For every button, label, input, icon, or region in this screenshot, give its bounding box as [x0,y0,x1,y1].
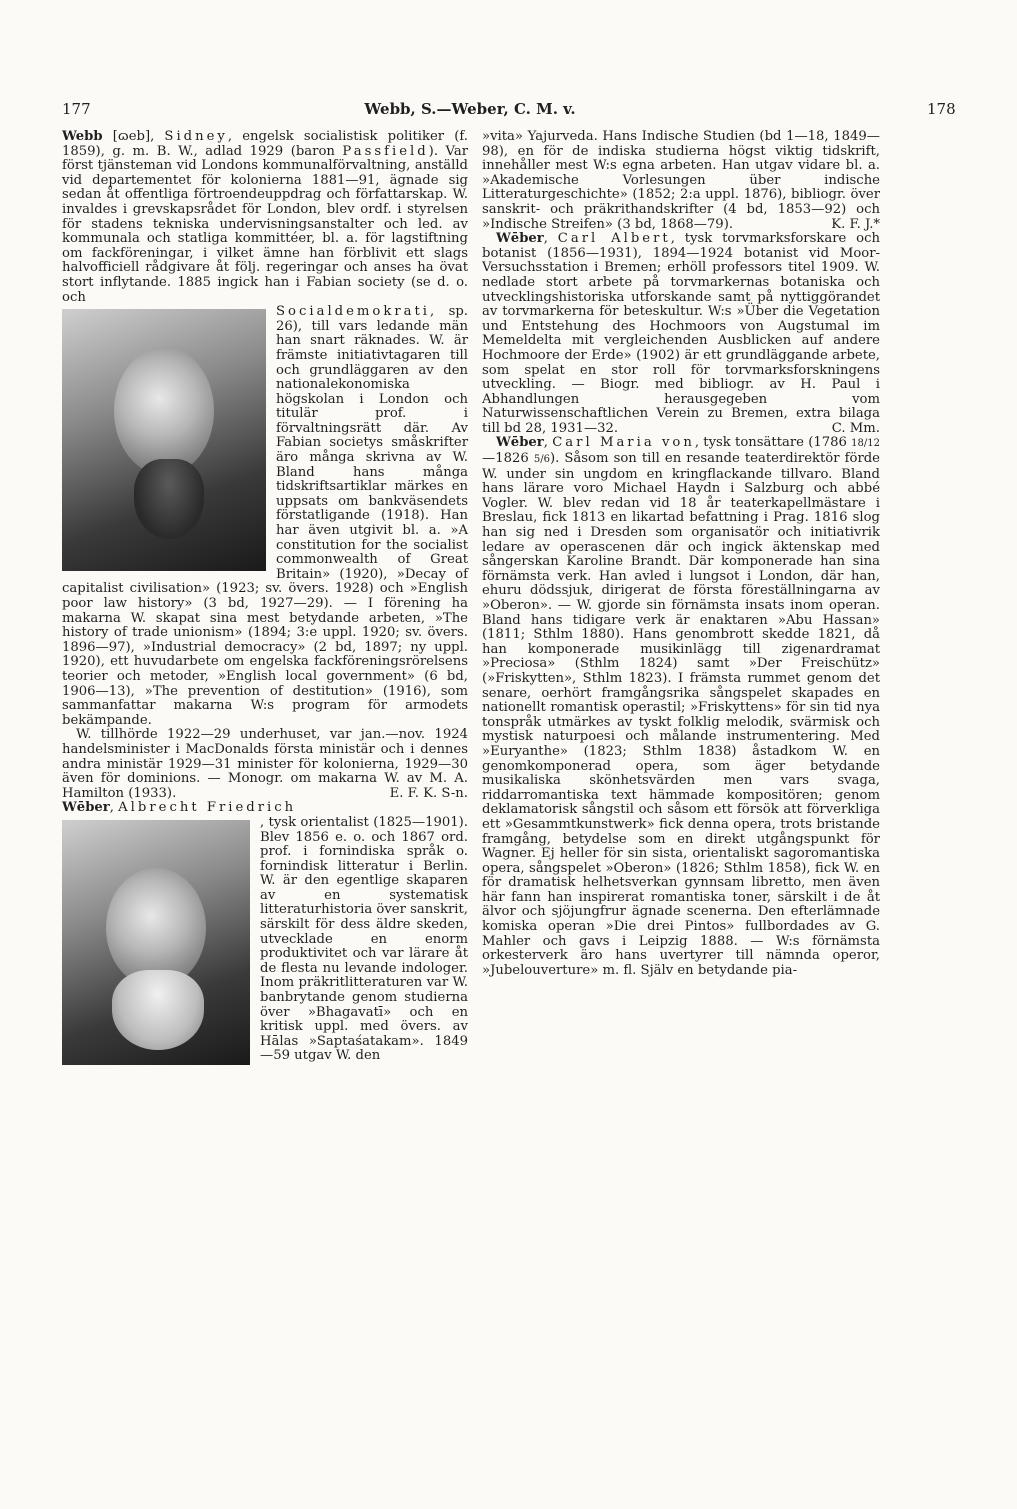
entry-headword: Webb [62,129,103,144]
entry-given-name: Carl Maria von [552,435,695,451]
right-column [482,130,880,978]
entry-weber-albrecht: Wēber, Albrecht Friedrich [62,800,297,816]
entry-headword: Wēber [496,231,544,247]
entry-given-name: Carl Albert [557,231,671,247]
entry-weber-carl-maria: Wēber, Carl Maria von, tysk tonsättare (1786 18/12—1826 5/6). Såsom son till en resande teaterdirektör förde W. under sin ungdom en kringflackande tillvaro. Bland hans lärare voro Michael Haydn i Salzburg och abbé Vogler. W. blev redan vid 18 år teaterkapellmästare i Breslau, fick 1813 en likartad befattning i Prag. 1816 slog han sig ned i Dresden som organisatör och initiativrik ledare av operascenen där och ingick äktenskap med sångerskan Karoline Brandt. Där komponerade han sina förnämsta verk. Han avled i lungsot i London, där han, ehuru dödssjuk, dirigerat de första föreställningarna av »Oberon». — W. gjorde sin förnämsta insats inom operan. Bland hans tidigare verk är enaktaren »Abu Hassan» (1811; Sthlm 1880). Hans genombrott skedde 1821, då han komponerade musikinlägg till zigenardramat »Preciosa» (Sthlm 1824) samt »Der Freischütz» (»Friskytten», Sthlm 1823). I främsta rummet genom det senare, oerhört framgångsrika sångspelet skapades en nationellt romantisk operastil; »Friskyttens» för sin tid nya tonspråk utmärkes av tyskt folklig melodik, svärmisk och mystisk naturpoesi och målande instrumentering. Med »Euryanthe» (1823; Sthlm 1838) åstadkom W. en genomkomponerad opera, som äger betydande musikaliska skönhetsvärden men vars svaga, riddarromantiska text hämmade kompositören; genom deklamatorisk sångstil och såsom ett försök att förverkliga ett »Gesammtkunstwerk» fick denna opera, trots bristande framgång, betydelse som en direkt utgångspunkt för Wagner. Ej heller för sin sista, orientaliskt sagoromantiska opera, sångspelet »Oberon» (1826; Sthlm 1858), fick W. en för dramatisk helhetsverkan gynnsam libretto, men även här fann han inspirerat romantiska toner, särskilt i de åt älvor och sjöjungfrur ägnade scenerna. Den efterlämnade komiska operan »Die drei Pintos» fullbordades av G. Mahler och gavs i Leipzig 1888. — W:s förnämsta orkesterverk äro hans uvertyrer till nämnda operor, »Jubelouverture» m. fl. Själv en betydande pia- [482,435,880,978]
portrait-face [114,347,214,475]
left-column: Webb [ɷeb], Sidney, engelsk socialistisk politiker (f. 1859), g. m. B. W., adlad 1929 (baron Passfield). Var först tjänsteman vid Londons kommunalförvaltning, anställd vid departementet för kolonierna 1881—91, ägnade sig sedan åt offentliga förtroendeuppdrag och författarskap. W. invaldes i grevskapsrådet för London, blev ordf. i styrelsen för stadens tekniska undervisningsanstalter och led. av kommunala och statliga kommittéer, bl. a. för lagstiftning om fackföreningar, i vilket ämne han förblivit ett slags halvofficiell rådgivare åt följ. regeringar och anses ha övat stort inflytande. 1885 ingick han i Fabian society (se d. o. och Socialdemokrati, sp. 26), till vars ledande män han snart räknades. W. är främste initiativtagaren till och grundläggaren av den nationalekonomiska högskolan i London och titulär prof. i förvaltningsrätt där. Av Fabian societys småskrifter äro många skrivna av W. Bland hans många tidskriftsartiklar märkes en uppsats om bankväsendets förstatligande (1918). Han har även utgivit bl. a. »A constitution for the socialist commonwealth of Great Britain» (1920), »Decay of capitalist civilisation» (1923; sv. övers. 1928) och »English poor law history» (3 bd, 1927—29). — I förening ha makarna W. skapat sina mest betydande arbeten, »The history of trade unionism» (1894; 3:e uppl. 1920; sv. övers. 1896—97), »Industrial democracy» (2 bd, 1897; ny uppl. 1920), ett huvudarbete om engelska fackföreningsrörelsens teorier och metoder, »English local government» (6 bd, 1906—13), »The prevention of destitution» (1916), som sammanfattar makarna W:s program för armodets bekämpande. W. tillhörde 1922—29 underhuset, var jan.—nov. 1924 handelsminister i MacDonalds första ministär och i dennes andra ministär 1929—31 minister för kolonierna, 1929—30 även för dominions. — Monogr. om makarna W. av M. A. Hamilton (1933). E. F. K. S-n. Wēber, Albrecht Friedrich , tysk orientalist (1825—1901). Blev 1856 e. o. och 1867 ord. prof. i fornindiska språk o. fornindisk litteratur i Berlin. W. är den egentlige skaparen av en systematisk litteraturhistoria över sanskrit, särskilt för dess äldre skeden, utvecklade en enorm produktivitet och var lärare åt de flesta nu levande indologer. Inom präkritlitteraturen var W. banbrytande genom studierna över »Bhagavatī» och en kritisk uppl. med övers. av Hālas »Saptaśatakam». 1849—59 utgav W. den [62,129,468,1064]
entry-weber-albrecht-cont: »vita» Yajurveda. Hans Indische Studien (bd 1—18, 1849—98), en för de indiska studierna högst viktig tidskrift, innehåller mest W:s egna arbeten. Han utgav vidare bl. a. »Akademische Vorlesungen über indische Litteraturgeschichte» (1852; 2:a uppl. 1876), bibliogr. över sanskrit- och präkrithandskrifter (4 bd, 1853—92) och »Indische Streifen» (3 bd, 1868—79). K. F. J.* [482,129,880,232]
entry-headword: Wēber [62,800,110,816]
portrait-beard [134,459,204,539]
portrait-weber-image [62,820,250,1065]
page-number-right: 178 [927,100,956,118]
entry-signature: C. Mm. [831,420,880,436]
portrait-webb-image [62,309,266,571]
entry-given-name: Albrecht Friedrich [118,800,297,816]
portrait-beard [112,970,204,1050]
entry-signature: E. F. K. S-n. [389,785,468,801]
entry-weber-carl-albert: Wēber, Carl Albert, tysk torvmarksforskare och botanist (1856—1931), 1894—1924 botanist vid Moor-Versuchsstation i Bremen; erhöll professors titel 1909. W. nedlade stort arbete på torvmarkernas botaniska och utvecklingshistoriska utforskande samt på nyttiggörandet av torvmarkerna för beteskultur. W:s »Über die Vegetation und Entstehung des Hochmoors von Augstumal im Memeldelta mit vergleichenden Ausblicken auf andere Hochmoore der Erde» (1902) är ett grundläggande arbete, som spelat en stor roll för torvmarksforskningens utveckling. — Biogr. med bibliogr. av H. Paul i Abhandlungen herausgegeben vom Naturwissenschaftlichen Verein zu Bremen, extra bilaga till bd 28, 1931—32. C. Mm. [482,231,880,436]
running-header [0,100,1017,122]
entry-headword: Wēber [496,435,544,451]
entry-signature: K. F. J.* [831,216,880,232]
entry-webb: Webb [ɷeb], Sidney, engelsk socialistisk politiker (f. 1859), g. m. B. W., adlad 1929 (baron Passfield). Var först tjänsteman vid Londons kommunalförvaltning, anställd vid departementet för kolonierna 1881—91, ägnade sig sedan åt offentliga förtroendeuppdrag och författarskap. W. invaldes i grevskapsrådet för London, blev ordf. i styrelsen för stadens tekniska undervisningsanstalter och led. av kommunala och statliga kommittéer, bl. a. för lagstiftning om fackföreningar, i vilket ämne han förblivit ett slags halvofficiell rådgivare åt följ. regeringar och anses ha övat stort inflytande. 1885 ingick han i Fabian society (se d. o. och [62,129,468,305]
page-number-left: 177 [62,100,91,118]
entry-given-name: Sidney [164,129,228,144]
cross-reference: Socialdemokrati [276,304,431,320]
running-title: Webb, S.—Weber, C. M. v. [364,100,576,118]
